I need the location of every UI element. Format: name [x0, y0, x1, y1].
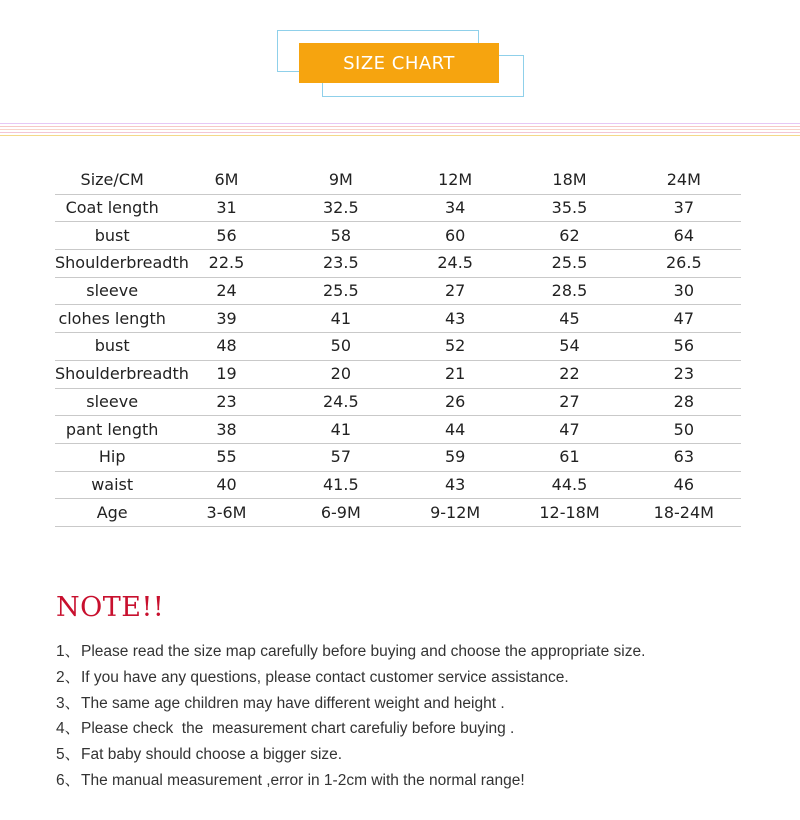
table-row	[55, 250, 741, 278]
row-label: bust	[55, 333, 169, 361]
stripe-line	[0, 129, 800, 130]
table-row	[55, 194, 741, 222]
row-label: sleeve	[55, 277, 169, 305]
row-label: Hip	[55, 443, 169, 471]
note-item	[56, 719, 645, 745]
size-value: 9-12M	[398, 499, 512, 527]
size-value: 63	[627, 443, 741, 471]
size-value: 12M	[398, 167, 512, 194]
size-value: 44.5	[512, 471, 626, 499]
row-label: Coat length	[55, 194, 169, 222]
size-value: 60	[398, 222, 512, 250]
size-value: 23.5	[284, 250, 398, 278]
decorative-stripes	[0, 123, 800, 138]
table-header-row	[55, 167, 741, 194]
size-value: 47	[627, 305, 741, 333]
size-value: 21	[398, 360, 512, 388]
note-item	[56, 694, 645, 720]
row-label: Shoulderbreadth	[55, 250, 169, 278]
table-row	[55, 277, 741, 305]
note-number: 2、	[56, 668, 81, 686]
note-number: 4、	[56, 720, 81, 738]
row-label: Age	[55, 499, 169, 527]
size-value: 58	[284, 222, 398, 250]
size-value: 56	[627, 333, 741, 361]
size-value: 62	[512, 222, 626, 250]
size-value: 35.5	[512, 194, 626, 222]
table-row	[55, 499, 741, 527]
size-value: 23	[627, 360, 741, 388]
table-row	[55, 333, 741, 361]
note-number: 1、	[56, 643, 81, 660]
row-label: waist	[55, 471, 169, 499]
size-value: 24	[169, 277, 283, 305]
size-value: 48	[169, 333, 283, 361]
note-list	[56, 642, 645, 797]
table-row	[55, 471, 741, 499]
size-value: 27	[512, 388, 626, 416]
note-item	[56, 642, 645, 668]
row-label: bust	[55, 222, 169, 250]
size-value: 26	[398, 388, 512, 416]
note-item	[56, 668, 645, 694]
table-row	[55, 388, 741, 416]
size-value: 30	[627, 277, 741, 305]
size-value: 61	[512, 443, 626, 471]
size-value: 50	[284, 333, 398, 361]
row-label: clohes length	[55, 305, 169, 333]
size-value: 28.5	[512, 277, 626, 305]
size-value: 40	[169, 471, 283, 499]
size-value: 27	[398, 277, 512, 305]
size-value: 19	[169, 360, 283, 388]
size-value: 22	[512, 360, 626, 388]
table-row	[55, 222, 741, 250]
row-label: pant length	[55, 416, 169, 444]
size-value: 43	[398, 471, 512, 499]
size-chart-header	[276, 29, 524, 99]
table-row	[55, 443, 741, 471]
stripe-line	[0, 126, 800, 127]
size-value: 18M	[512, 167, 626, 194]
size-value: 47	[512, 416, 626, 444]
table-row	[55, 305, 741, 333]
size-value: 24.5	[284, 388, 398, 416]
size-value: 57	[284, 443, 398, 471]
table-row	[55, 416, 741, 444]
stripe-line	[0, 132, 800, 133]
size-value: 64	[627, 222, 741, 250]
size-value: 3-6M	[169, 499, 283, 527]
size-value: 18-24M	[627, 499, 741, 527]
size-value: 6M	[169, 167, 283, 194]
size-value: 46	[627, 471, 741, 499]
size-value: 25.5	[512, 250, 626, 278]
size-value: 37	[627, 194, 741, 222]
size-value: 39	[169, 305, 283, 333]
size-value: 6-9M	[284, 499, 398, 527]
size-value: 9M	[284, 167, 398, 194]
note-text: Fat baby should choose a bigger size.	[81, 746, 343, 764]
size-value: 56	[169, 222, 283, 250]
size-value: 43	[398, 305, 512, 333]
size-table	[55, 167, 741, 527]
size-value: 50	[627, 416, 741, 444]
size-value: 20	[284, 360, 398, 388]
size-value: 32.5	[284, 194, 398, 222]
size-value: 59	[398, 443, 512, 471]
size-value: 26.5	[627, 250, 741, 278]
note-text: The same age children may have different weight and height .	[81, 694, 505, 712]
size-value: 44	[398, 416, 512, 444]
stripe-line	[0, 135, 800, 136]
note-title: NOTE!!	[56, 592, 165, 623]
note-number: 6、	[56, 771, 81, 789]
stripe-line	[0, 123, 800, 124]
note-text: Please check the measurement chart carefuliy before buying .	[81, 720, 515, 738]
size-value: 25.5	[284, 277, 398, 305]
size-value: 41	[284, 416, 398, 444]
size-value: 31	[169, 194, 283, 222]
size-value: 28	[627, 388, 741, 416]
size-value: 41	[284, 305, 398, 333]
size-value: 24.5	[398, 250, 512, 278]
size-value: 34	[398, 194, 512, 222]
size-value: 22.5	[169, 250, 283, 278]
note-text: Please read the size map carefully before buying and choose the appropriate size.	[81, 643, 646, 660]
size-value: 55	[169, 443, 283, 471]
size-value: 12-18M	[512, 499, 626, 527]
size-value: 24M	[627, 167, 741, 194]
row-label: Shoulderbreadth	[55, 360, 169, 388]
size-value: 41.5	[284, 471, 398, 499]
row-label: sleeve	[55, 388, 169, 416]
note-item	[56, 745, 645, 771]
size-value: 38	[169, 416, 283, 444]
row-label: Size/CM	[55, 167, 169, 194]
note-number: 3、	[56, 694, 81, 712]
size-value: 52	[398, 333, 512, 361]
note-number: 5、	[56, 746, 81, 764]
size-value: 23	[169, 388, 283, 416]
note-text: The manual measurement ,error in 1-2cm with the normal range!	[81, 771, 525, 789]
note-text: If you have any questions, please contact customer service assistance.	[81, 668, 569, 686]
note-item	[56, 771, 645, 797]
size-value: 54	[512, 333, 626, 361]
table-row	[55, 360, 741, 388]
size-value: 45	[512, 305, 626, 333]
size-chart-title: SIZE CHART	[299, 43, 499, 83]
